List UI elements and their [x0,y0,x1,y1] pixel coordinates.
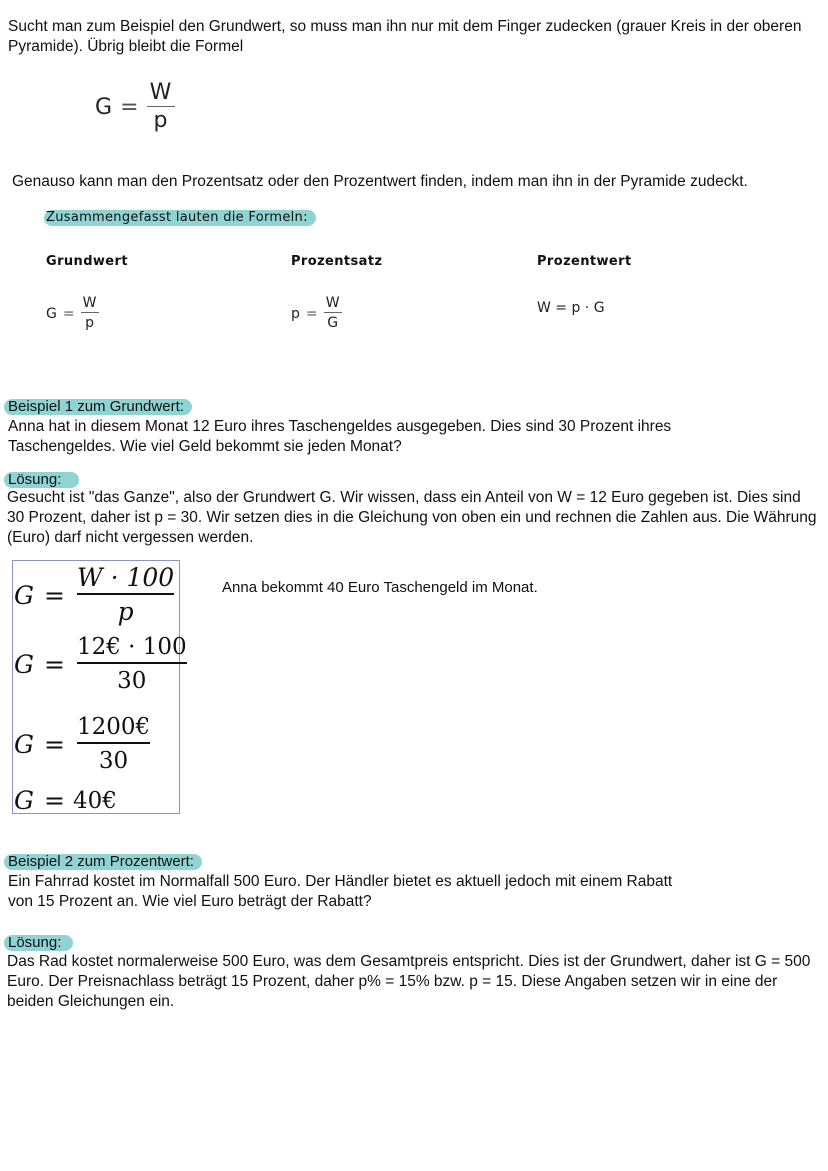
calc-row-3-lhs: G [14,730,34,760]
calc-row-2-lhs: G [14,650,34,680]
calc-row-3 [14,712,150,778]
example2-solution-label [4,934,73,952]
example2-text: Ein Fahrrad kostet im Normalfall 500 Euro. Der Händler bietet es aktuell jedoch mit einem Rabatt von 15 Prozent an. Wie viel Euro beträgt der Rabatt? [8,873,673,910]
calc-row-4-lhs: G [14,786,34,815]
genauso-paragraph: Genauso kann man den Prozentsatz oder den Prozentwert finden, indem man ihn in der Pyramide zudeckt. [12,173,748,190]
example1-text: Anna hat in diesem Monat 12 Euro ihres Taschengeldes ausgegeben. Dies sind 30 Prozent ihres Taschengeldes. Wie viel Geld bekommt sie jeden Monat? [8,418,672,455]
summary-heading-text: Zusammengefasst lauten die Formeln: [44,210,316,226]
formula-grundwert-eq: = [62,305,75,322]
calc-row-1 [14,563,174,629]
calc-row-4 [14,786,117,815]
example1-heading-text: Beispiel 1 zum Grundwert: [4,399,192,415]
calc-row-2-num: 12€ · 100 [76,634,187,660]
formula-prozentsatz [291,294,342,333]
formula-prozentsatz-num: W [325,295,340,311]
formula-prozentwert: W = p · G [537,300,605,316]
calc-row-2-den: 30 [117,667,147,694]
example1-solution-label-text: Lösung: [4,472,79,488]
calc-row-1-eq: = [43,581,65,611]
intro-paragraph: Sucht man zum Beispiel den Grundwert, so muss man ihn nur mit dem Finger zudecken (grauer Kreis in der oberen Pyramide). Übrig bleibt die Formel [8,18,802,55]
formula-prozentsatz-eq: = [305,305,318,322]
formula-grundwert-lhs: G [46,305,57,322]
calc-row-2-eq: = [43,650,65,680]
formula-prozentsatz-den: G [327,315,339,331]
calc-row-1-lhs: G [14,581,34,611]
calc-row-3-num: 1200€ [76,714,151,740]
example1-heading [4,398,192,416]
example2-heading-text: Beispiel 2 zum Prozentwert: [4,854,202,870]
col-title-prozentsatz: Prozentsatz [291,254,383,269]
calc-row-1-den: p [117,596,134,626]
intro-formula-numerator: W [149,80,172,105]
calc-row-4-rhs: 40€ [72,787,117,814]
example1-solution-text: Gesucht ist "das Ganze", also der Grundwert G. Wir wissen, dass ein Anteil von W = 12 Euro gegeben ist. Dies sind 30 Prozent, daher ist p = 30. Wir setzen dies in die Gleichung von oben ein und rechnen die Zahlen aus. Die Währung (Euro) darf nicht vergessen werden. [7,489,817,546]
formula-grundwert-den: p [85,315,95,331]
formula-prozentsatz-lhs: p [291,305,300,322]
example2-solution-label-text: Lösung: [4,935,73,951]
intro-formula-lhs: G [95,95,113,120]
example2-solution-text: Das Rad kostet normalerweise 500 Euro, was dem Gesamtpreis entspricht. Dies ist der Grundwert, daher ist G = 500 Euro. Der Preisnachlass beträgt 15 Prozent, daher p% = 15% bzw. p = 15. Diese Angaben setzen wir in eine der beiden Gleichungen ein. [7,953,811,1010]
calc-row-3-den: 30 [98,747,129,774]
col-title-grundwert: Grundwert [46,254,128,269]
calc-row-4-eq: = [43,786,65,815]
example1-answer: Anna bekommt 40 Euro Taschengeld im Monat. [222,579,538,596]
formula-grundwert-num: W [82,295,97,311]
example1-solution-label [4,471,79,489]
col-title-prozentwert: Prozentwert [537,254,632,269]
example2-heading [4,853,202,871]
calc-row-3-eq: = [43,730,65,760]
intro-formula-eq: = [120,95,139,120]
intro-formula-denominator: p [153,108,168,133]
summary-heading [44,208,316,226]
calc-row-2 [14,632,187,698]
formula-grundwert [46,294,99,333]
intro-formula [95,80,175,135]
calc-row-1-num: W · 100 [76,563,175,592]
